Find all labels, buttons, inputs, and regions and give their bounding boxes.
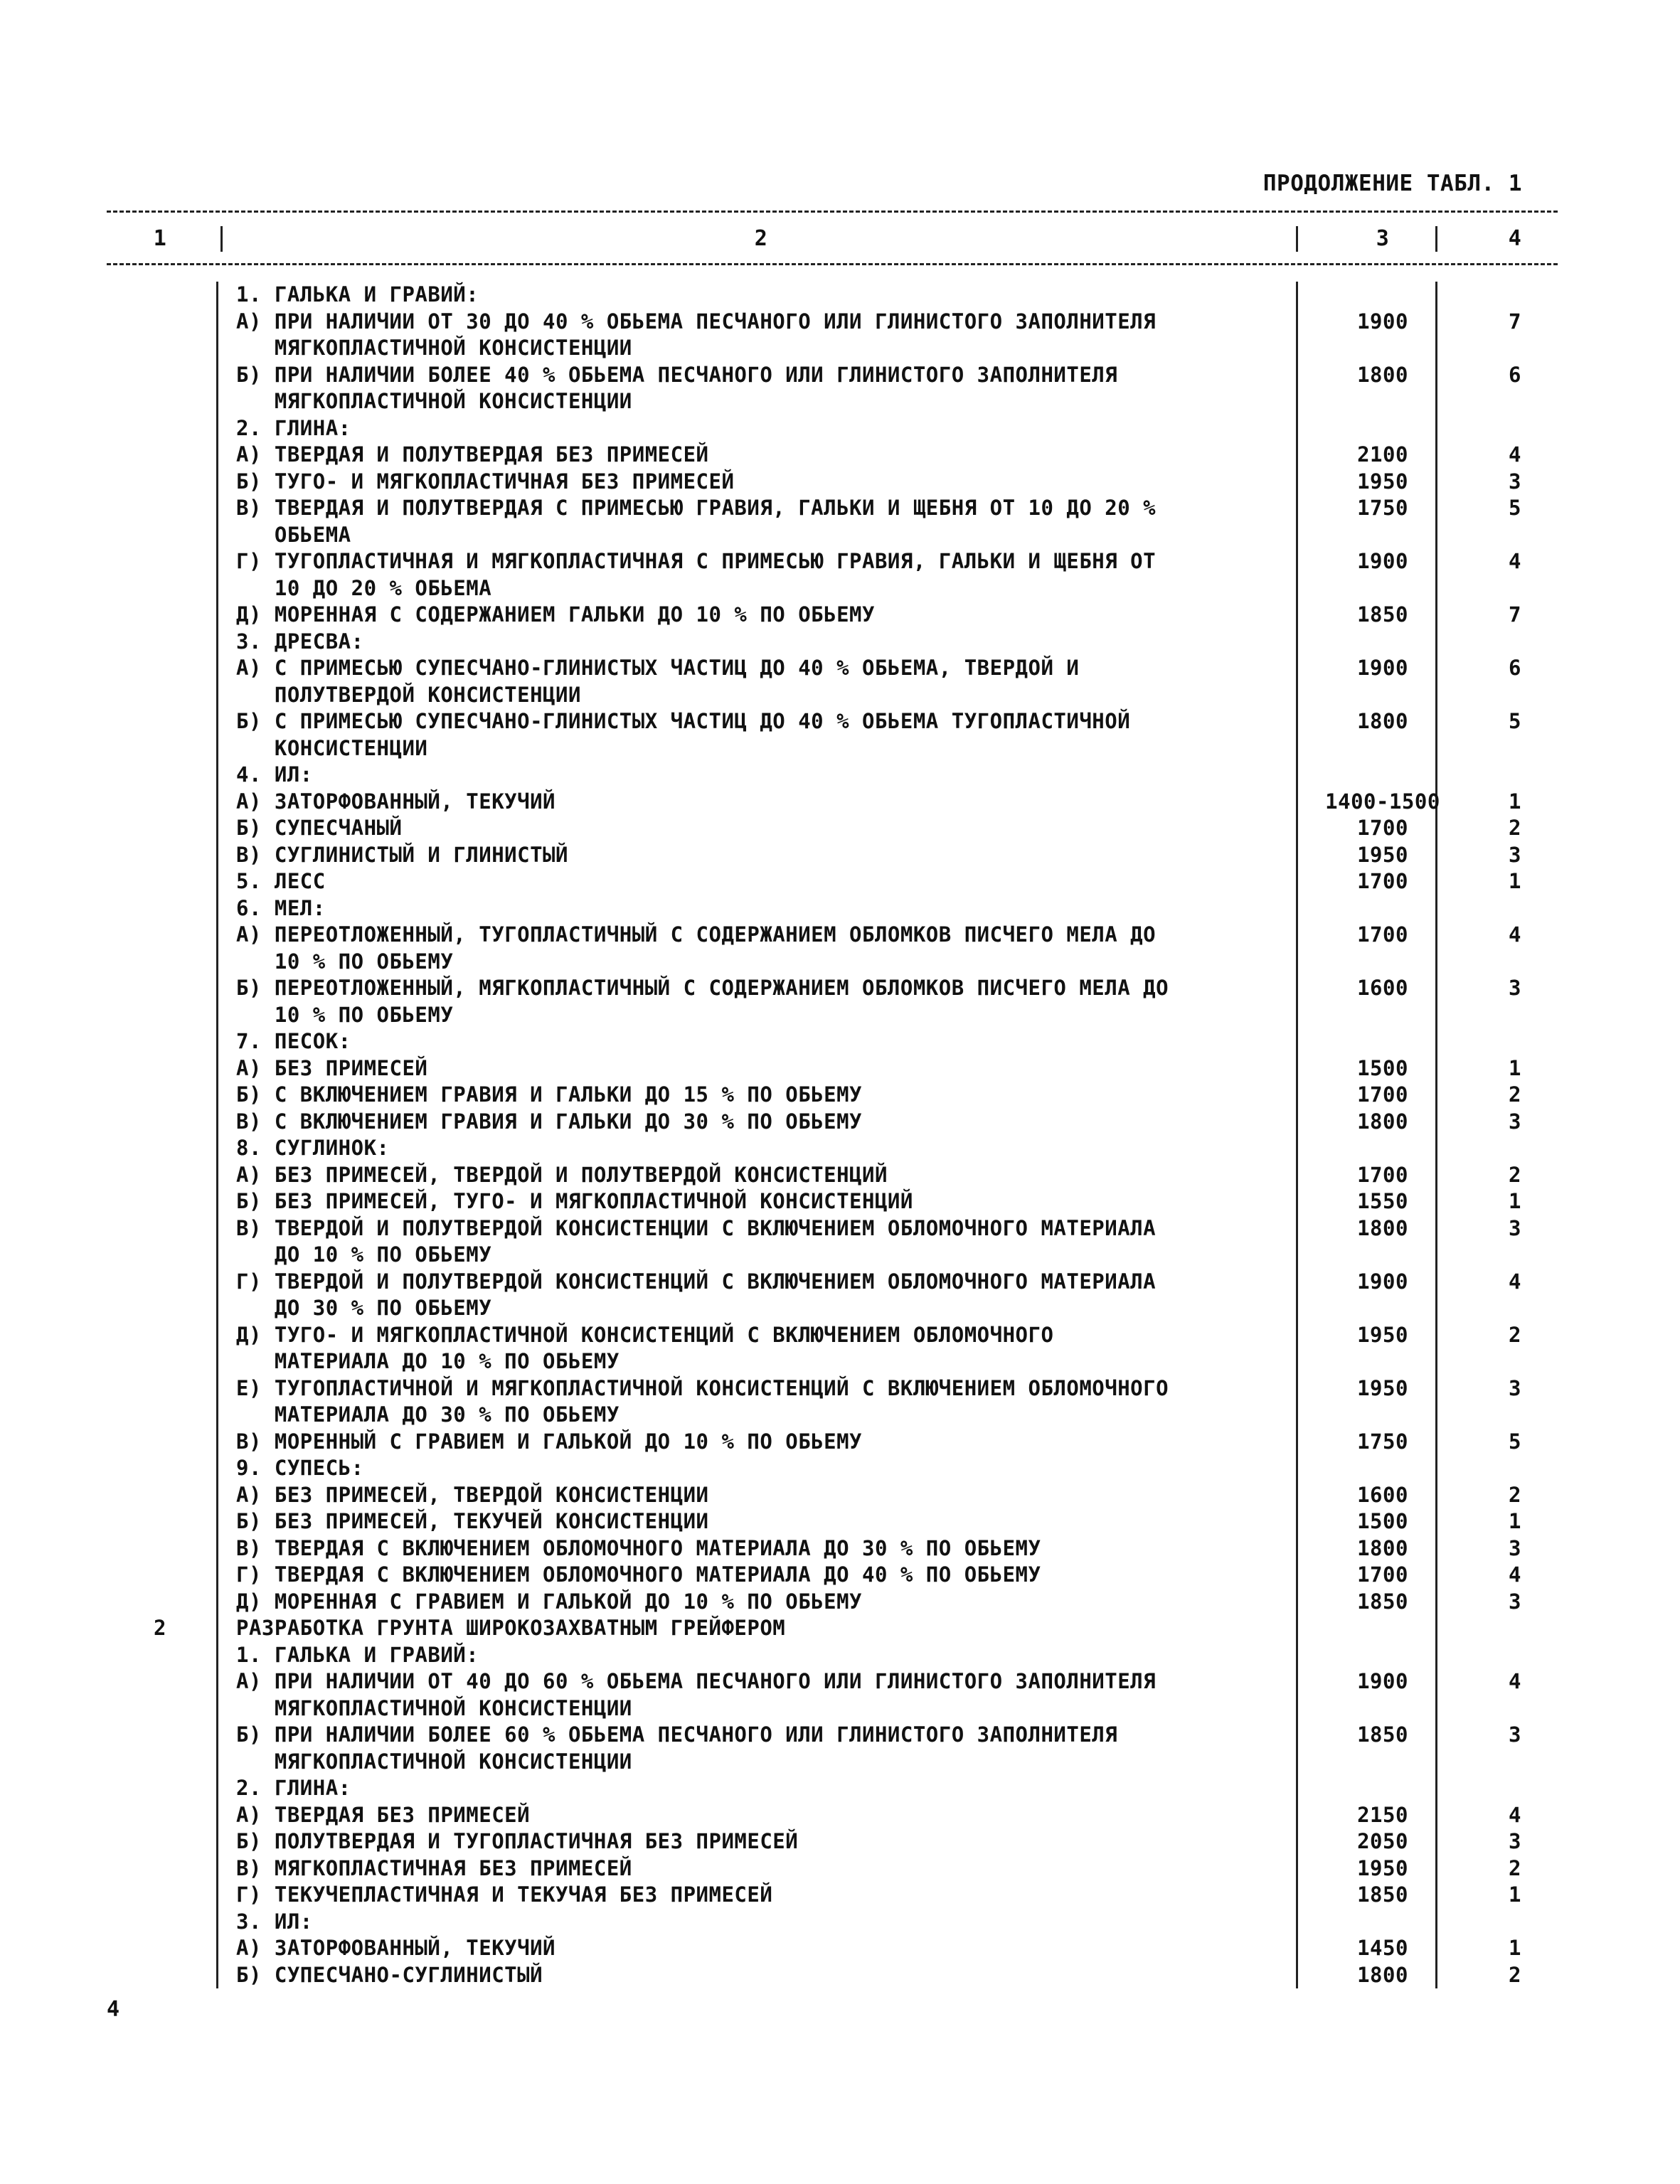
cell-col-2: А) ПЕРЕОТЛОЖЕННЫЙ, ТУГОПЛАСТИЧНЫЙ С СОДЕРЖАНИЕМ ОБЛОМКОВ ПИСЧЕГО МЕЛА ДО xyxy=(236,922,1157,947)
cell-col-2: Г) ТВЕРДОЙ И ПОЛУТВЕРДОЙ КОНСИСТЕНЦИЙ С ВКЛЮЧЕНИЕМ ОБЛОМОЧНОГО МАТЕРИАЛА xyxy=(236,1269,1157,1294)
cell-col-1: 2 xyxy=(154,1616,166,1640)
cell-col-4: 4 xyxy=(1509,1269,1521,1294)
table-row xyxy=(107,1322,1558,1349)
table-row xyxy=(107,1135,1558,1162)
table-row xyxy=(107,1562,1558,1589)
cell-col-2: В) С ВКЛЮЧЕНИЕМ ГРАВИЯ И ГАЛЬКИ ДО 30 % ПО ОБЬЕМУ xyxy=(236,1109,863,1134)
table-row xyxy=(107,362,1558,389)
cell-col-2: Д) ТУГО- И МЯГКОПЛАСТИЧНОЙ КОНСИСТЕНЦИЙ С ВКЛЮЧЕНИЕМ ОБЛОМОЧНОГО xyxy=(236,1322,1054,1347)
table-row xyxy=(107,522,1558,549)
cell-col-3: 1800 xyxy=(1357,1535,1408,1560)
table-row xyxy=(107,975,1558,1002)
cell-col-3: 1950 xyxy=(1357,1322,1408,1347)
cell-col-2: Д) МОРЕННАЯ С ГРАВИЕМ И ГАЛЬКОЙ ДО 10 % ПО ОБЬЕМУ xyxy=(236,1589,863,1614)
cell-col-2: В) ТВЕРДАЯ С ВКЛЮЧЕНИЕМ ОБЛОМОЧНОГО МАТЕРИАЛА ДО 30 % ПО ОБЬЕМУ xyxy=(236,1535,1041,1560)
cell-col-2: А) БЕЗ ПРИМЕСЕЙ xyxy=(236,1055,428,1080)
cell-col-2: 1. ГАЛЬКА И ГРАВИЙ: xyxy=(236,1642,479,1667)
cell-col-4: 1 xyxy=(1509,789,1521,814)
table-row xyxy=(107,842,1558,869)
cell-col-4: 3 xyxy=(1509,1589,1521,1614)
table-row xyxy=(107,1668,1558,1695)
table-row xyxy=(107,1002,1558,1029)
cell-col-2: МАТЕРИАЛА ДО 10 % ПО ОБЬЕМУ xyxy=(236,1349,620,1373)
cell-col-2: 2. ГЛИНА: xyxy=(236,1776,351,1800)
cell-col-2: 9. СУПЕСЬ: xyxy=(236,1456,364,1480)
cell-col-4: 4 xyxy=(1509,1562,1521,1587)
cell-col-3: 1800 xyxy=(1357,1962,1408,1987)
cell-col-4: 5 xyxy=(1509,496,1521,520)
cell-col-3: 1950 xyxy=(1357,1375,1408,1400)
cell-col-2: А) БЕЗ ПРИМЕСЕЙ, ТВЕРДОЙ КОНСИСТЕНЦИИ xyxy=(236,1482,709,1507)
table-row xyxy=(107,949,1558,976)
table-row xyxy=(107,895,1558,922)
cell-col-4: 1 xyxy=(1509,1509,1521,1533)
column-header-4: 4 xyxy=(1508,226,1522,251)
table-row xyxy=(107,388,1558,415)
cell-col-2: В) СУГЛИНИСТЫЙ И ГЛИНИСТЫЙ xyxy=(236,842,568,867)
cell-col-2: 3. ИЛ: xyxy=(236,1909,313,1934)
cell-col-4: 3 xyxy=(1509,842,1521,867)
cell-col-3: 1700 xyxy=(1357,1162,1408,1187)
cell-col-2: 8. СУГЛИНОК: xyxy=(236,1136,390,1160)
table-row xyxy=(107,575,1558,602)
header-divider-1 xyxy=(220,226,223,252)
table-row xyxy=(107,1855,1558,1882)
cell-col-2: МЯГКОПЛАСТИЧНОЙ КОНСИСТЕНЦИИ xyxy=(236,336,632,360)
table-row xyxy=(107,1882,1558,1909)
cell-col-3: 1500 xyxy=(1357,1509,1408,1533)
cell-col-2: Г) ТВЕРДАЯ С ВКЛЮЧЕНИЕМ ОБЛОМОЧНОГО МАТЕРИАЛА ДО 40 % ПО ОБЬЕМУ xyxy=(236,1562,1041,1587)
cell-col-4: 4 xyxy=(1509,549,1521,573)
cell-col-4: 3 xyxy=(1509,1722,1521,1747)
cell-col-2: А) ПРИ НАЛИЧИИ ОТ 30 ДО 40 % ОБЬЕМА ПЕСЧАНОГО ИЛИ ГЛИНИСТОГО ЗАПОЛНИТЕЛЯ xyxy=(236,309,1157,334)
table-row xyxy=(107,1402,1558,1429)
table-row xyxy=(107,415,1558,442)
cell-col-3: 1850 xyxy=(1357,602,1408,627)
cell-col-2: 10 ДО 20 % ОБЬЕМА xyxy=(236,575,492,600)
table-row xyxy=(107,1028,1558,1055)
table-row xyxy=(107,495,1558,522)
cell-col-4: 3 xyxy=(1509,1535,1521,1560)
table-row xyxy=(107,789,1558,816)
cell-col-3: 1850 xyxy=(1357,1722,1408,1747)
column-header-1: 1 xyxy=(153,226,167,251)
cell-col-2: В) ТВЕРДОЙ И ПОЛУТВЕРДОЙ КОНСИСТЕНЦИИ С ВКЛЮЧЕНИЕМ ОБЛОМОЧНОГО МАТЕРИАЛА xyxy=(236,1215,1157,1240)
table-row xyxy=(107,762,1558,789)
table-row xyxy=(107,1269,1558,1296)
table-row xyxy=(107,335,1558,362)
header-divider-2 xyxy=(1296,226,1298,252)
cell-col-2: КОНСИСТЕНЦИИ xyxy=(236,735,428,760)
cell-col-2: 10 % ПО ОБЬЕМУ xyxy=(236,1002,454,1027)
table-row xyxy=(107,708,1558,735)
cell-col-2: 2. ГЛИНА: xyxy=(236,415,351,440)
cell-col-3: 1700 xyxy=(1357,922,1408,947)
table-row xyxy=(107,868,1558,895)
cell-col-3: 1900 xyxy=(1357,309,1408,334)
cell-col-2: ДО 30 % ПО ОБЬЕМУ xyxy=(236,1296,492,1320)
cell-col-4: 4 xyxy=(1509,1669,1521,1693)
cell-col-3: 2100 xyxy=(1357,442,1408,467)
cell-col-4: 6 xyxy=(1509,656,1521,680)
cell-col-3: 1750 xyxy=(1357,1429,1408,1454)
table-row xyxy=(107,1909,1558,1936)
cell-col-3: 1900 xyxy=(1357,1269,1408,1294)
table-row xyxy=(107,1508,1558,1535)
page-number: 4 xyxy=(107,1997,120,2022)
cell-col-4: 3 xyxy=(1509,469,1521,494)
cell-col-3: 1400-1500 xyxy=(1325,789,1440,814)
cell-col-4: 5 xyxy=(1509,1429,1521,1454)
cell-col-3: 1450 xyxy=(1357,1936,1408,1960)
cell-col-2: 4. ИЛ: xyxy=(236,762,313,787)
cell-col-2: Б) ПРИ НАЛИЧИИ БОЛЕЕ 40 % ОБЬЕМА ПЕСЧАНОГО ИЛИ ГЛИНИСТОГО ЗАПОЛНИТЕЛЯ xyxy=(236,362,1118,387)
cell-col-3: 1550 xyxy=(1357,1189,1408,1213)
cell-col-2: Б) ПОЛУТВЕРДАЯ И ТУГОПЛАСТИЧНАЯ БЕЗ ПРИМЕСЕЙ xyxy=(236,1829,799,1853)
table-row xyxy=(107,1722,1558,1749)
cell-col-3: 1700 xyxy=(1357,1082,1408,1107)
cell-col-3: 1750 xyxy=(1357,496,1408,520)
cell-col-2: МЯГКОПЛАСТИЧНОЙ КОНСИСТЕНЦИИ xyxy=(236,1749,632,1774)
cell-col-3: 1950 xyxy=(1357,842,1408,867)
cell-col-3: 1800 xyxy=(1357,362,1408,387)
cell-col-3: 1850 xyxy=(1357,1882,1408,1907)
table-row xyxy=(107,1695,1558,1722)
cell-col-2: МЯГКОПЛАСТИЧНОЙ КОНСИСТЕНЦИИ xyxy=(236,389,632,413)
cell-col-2: Е) ТУГОПЛАСТИЧНОЙ И МЯГКОПЛАСТИЧНОЙ КОНСИСТЕНЦИЙ С ВКЛЮЧЕНИЕМ ОБЛОМОЧНОГО xyxy=(236,1375,1169,1400)
cell-col-2: Б) БЕЗ ПРИМЕСЕЙ, ТЕКУЧЕЙ КОНСИСТЕНЦИИ xyxy=(236,1509,709,1533)
cell-col-2: РАЗРАБОТКА ГРУНТА ШИРОКОЗАХВАТНЫМ ГРЕЙФЕРОМ xyxy=(236,1616,786,1640)
cell-col-3: 1850 xyxy=(1357,1589,1408,1614)
cell-col-4: 2 xyxy=(1509,1082,1521,1107)
table-row xyxy=(107,1295,1558,1322)
cell-col-2: 1. ГАЛЬКА И ГРАВИЙ: xyxy=(236,282,479,307)
cell-col-2: ДО 10 % ПО ОБЬЕМУ xyxy=(236,1242,492,1267)
table-row xyxy=(107,1215,1558,1242)
cell-col-4: 5 xyxy=(1509,709,1521,733)
cell-col-2: Г) ТУГОПЛАСТИЧНАЯ И МЯГКОПЛАСТИЧНАЯ С ПРИМЕСЬЮ ГРАВИЯ, ГАЛЬКИ И ЩЕБНЯ ОТ xyxy=(236,549,1157,573)
continuation-heading: ПРОДОЛЖЕНИЕ ТАБЛ. 1 xyxy=(1262,171,1522,196)
table-row xyxy=(107,1055,1558,1082)
cell-col-4: 6 xyxy=(1509,362,1521,387)
cell-col-2: 7. ПЕСОК: xyxy=(236,1029,351,1053)
cell-col-4: 3 xyxy=(1509,976,1521,1000)
cell-col-4: 3 xyxy=(1509,1109,1521,1134)
table-row xyxy=(107,442,1558,469)
cell-col-4: 7 xyxy=(1509,602,1521,627)
table-row xyxy=(107,1775,1558,1802)
table-row xyxy=(107,1642,1558,1669)
cell-col-3: 2150 xyxy=(1357,1802,1408,1827)
column-header-3: 3 xyxy=(1376,226,1390,251)
cell-col-3: 1950 xyxy=(1357,469,1408,494)
header-divider-3 xyxy=(1435,226,1437,252)
cell-col-2: Б) СУПЕСЧАНО-СУГЛИНИСТЫЙ xyxy=(236,1962,543,1987)
cell-col-4: 1 xyxy=(1509,1882,1521,1907)
table-body xyxy=(107,282,1558,1988)
cell-col-4: 2 xyxy=(1509,1482,1521,1507)
table-row xyxy=(107,282,1558,309)
column-header-2: 2 xyxy=(754,226,768,251)
cell-col-2: ОБЬЕМА xyxy=(236,522,351,547)
cell-col-4: 2 xyxy=(1509,816,1521,840)
cell-col-2: ПОЛУТВЕРДОЙ КОНСИСТЕНЦИИ xyxy=(236,682,581,707)
cell-col-3: 1700 xyxy=(1357,816,1408,840)
table-row xyxy=(107,1482,1558,1509)
table-row xyxy=(107,1348,1558,1375)
cell-col-2: Г) ТЕКУЧЕПЛАСТИЧНАЯ И ТЕКУЧАЯ БЕЗ ПРИМЕСЕЙ xyxy=(236,1882,773,1907)
table-row xyxy=(107,1615,1558,1642)
cell-col-2: А) ТВЕРДАЯ БЕЗ ПРИМЕСЕЙ xyxy=(236,1802,531,1827)
cell-col-3: 1800 xyxy=(1357,1109,1408,1134)
cell-col-2: Б) ТУГО- И МЯГКОПЛАСТИЧНАЯ БЕЗ ПРИМЕСЕЙ xyxy=(236,469,735,494)
table-row xyxy=(107,1082,1558,1109)
cell-col-2: 6. МЕЛ: xyxy=(236,895,326,920)
table-row xyxy=(107,1188,1558,1215)
header-top-rule xyxy=(107,211,1558,213)
cell-col-3: 1900 xyxy=(1357,1669,1408,1693)
cell-col-4: 1 xyxy=(1509,1936,1521,1960)
cell-col-4: 1 xyxy=(1509,1055,1521,1080)
cell-col-3: 1500 xyxy=(1357,1055,1408,1080)
table-row xyxy=(107,309,1558,336)
cell-col-2: 5. ЛЕСС xyxy=(236,869,326,893)
table-row xyxy=(107,815,1558,842)
cell-col-2: А) ПРИ НАЛИЧИИ ОТ 40 ДО 60 % ОБЬЕМА ПЕСЧАНОГО ИЛИ ГЛИНИСТОГО ЗАПОЛНИТЕЛЯ xyxy=(236,1669,1157,1693)
cell-col-4: 4 xyxy=(1509,442,1521,467)
cell-col-4: 3 xyxy=(1509,1215,1521,1240)
cell-col-2: Б) ПРИ НАЛИЧИИ БОЛЕЕ 60 % ОБЬЕМА ПЕСЧАНОГО ИЛИ ГЛИНИСТОГО ЗАПОЛНИТЕЛЯ xyxy=(236,1722,1118,1747)
cell-col-3: 1900 xyxy=(1357,549,1408,573)
table-row xyxy=(107,1828,1558,1855)
cell-col-3: 1600 xyxy=(1357,976,1408,1000)
cell-col-2: В) МОРЕННЫЙ С ГРАВИЕМ И ГАЛЬКОЙ ДО 10 % ПО ОБЬЕМУ xyxy=(236,1429,863,1454)
cell-col-3: 1800 xyxy=(1357,709,1408,733)
cell-col-4: 7 xyxy=(1509,309,1521,334)
table-row xyxy=(107,1935,1558,1962)
table-row xyxy=(107,1242,1558,1269)
cell-col-3: 1800 xyxy=(1357,1215,1408,1240)
cell-col-2: Б) СУПЕСЧАНЫЙ xyxy=(236,816,403,840)
cell-col-4: 4 xyxy=(1509,922,1521,947)
table-row xyxy=(107,1429,1558,1456)
cell-col-2: 3. ДРЕСВА: xyxy=(236,629,364,654)
table-row xyxy=(107,1535,1558,1562)
cell-col-2: Б) БЕЗ ПРИМЕСЕЙ, ТУГО- И МЯГКОПЛАСТИЧНОЙ КОНСИСТЕНЦИЙ xyxy=(236,1189,913,1213)
cell-col-4: 2 xyxy=(1509,1855,1521,1880)
cell-col-4: 2 xyxy=(1509,1322,1521,1347)
cell-col-3: 1900 xyxy=(1357,656,1408,680)
cell-col-4: 1 xyxy=(1509,1189,1521,1213)
table-row xyxy=(107,1749,1558,1776)
cell-col-4: 2 xyxy=(1509,1162,1521,1187)
table-row xyxy=(107,682,1558,709)
table-row xyxy=(107,1455,1558,1482)
cell-col-4: 4 xyxy=(1509,1802,1521,1827)
table-row xyxy=(107,1109,1558,1136)
table-row xyxy=(107,1375,1558,1402)
cell-col-3: 1600 xyxy=(1357,1482,1408,1507)
cell-col-2: А) ТВЕРДАЯ И ПОЛУТВЕРДАЯ БЕЗ ПРИМЕСЕЙ xyxy=(236,442,709,467)
table-row xyxy=(107,655,1558,682)
cell-col-2: МЯГКОПЛАСТИЧНОЙ КОНСИСТЕНЦИИ xyxy=(236,1695,632,1720)
table-row xyxy=(107,1962,1558,1989)
cell-col-2: Д) МОРЕННАЯ С СОДЕРЖАНИЕМ ГАЛЬКИ ДО 10 % ПО ОБЬЕМУ xyxy=(236,602,875,627)
cell-col-4: 1 xyxy=(1509,869,1521,893)
cell-col-3: 1700 xyxy=(1357,869,1408,893)
cell-col-2: В) ТВЕРДАЯ И ПОЛУТВЕРДАЯ С ПРИМЕСЬЮ ГРАВИЯ, ГАЛЬКИ И ЩЕБНЯ ОТ 10 ДО 20 % xyxy=(236,496,1157,520)
table-row xyxy=(107,1589,1558,1616)
table-row xyxy=(107,469,1558,496)
cell-col-4: 3 xyxy=(1509,1375,1521,1400)
header-bottom-rule xyxy=(107,263,1558,265)
cell-col-3: 1700 xyxy=(1357,1562,1408,1587)
cell-col-2: Б) С ВКЛЮЧЕНИЕМ ГРАВИЯ И ГАЛЬКИ ДО 15 % ПО ОБЬЕМУ xyxy=(236,1082,863,1107)
cell-col-4: 2 xyxy=(1509,1962,1521,1987)
table-row xyxy=(107,602,1558,629)
table-row xyxy=(107,1802,1558,1829)
cell-col-3: 1950 xyxy=(1357,1855,1408,1880)
table-row xyxy=(107,629,1558,656)
cell-col-2: А) ЗАТОРФОВАННЫЙ, ТЕКУЧИЙ xyxy=(236,789,555,814)
table-row xyxy=(107,548,1558,575)
cell-col-2: МАТЕРИАЛА ДО 30 % ПО ОБЬЕМУ xyxy=(236,1402,620,1427)
cell-col-2: Б) С ПРИМЕСЬЮ СУПЕСЧАНО-ГЛИНИСТЫХ ЧАСТИЦ ДО 40 % ОБЬЕМА ТУГОПЛАСТИЧНОЙ xyxy=(236,709,1131,733)
cell-col-2: В) МЯГКОПЛАСТИЧНАЯ БЕЗ ПРИМЕСЕЙ xyxy=(236,1855,632,1880)
cell-col-2: А) С ПРИМЕСЬЮ СУПЕСЧАНО-ГЛИНИСТЫХ ЧАСТИЦ ДО 40 % ОБЬЕМА, ТВЕРДОЙ И xyxy=(236,656,1080,680)
table-row xyxy=(107,735,1558,762)
table-row xyxy=(107,1162,1558,1189)
table-row xyxy=(107,922,1558,949)
cell-col-2: А) БЕЗ ПРИМЕСЕЙ, ТВЕРДОЙ И ПОЛУТВЕРДОЙ КОНСИСТЕНЦИЙ xyxy=(236,1162,888,1187)
cell-col-2: Б) ПЕРЕОТЛОЖЕННЫЙ, МЯГКОПЛАСТИЧНЫЙ С СОДЕРЖАНИЕМ ОБЛОМКОВ ПИСЧЕГО МЕЛА ДО xyxy=(236,976,1169,1000)
cell-col-2: А) ЗАТОРФОВАННЫЙ, ТЕКУЧИЙ xyxy=(236,1936,555,1960)
cell-col-3: 2050 xyxy=(1357,1829,1408,1853)
cell-col-2: 10 % ПО ОБЬЕМУ xyxy=(236,949,454,974)
cell-col-4: 3 xyxy=(1509,1829,1521,1853)
